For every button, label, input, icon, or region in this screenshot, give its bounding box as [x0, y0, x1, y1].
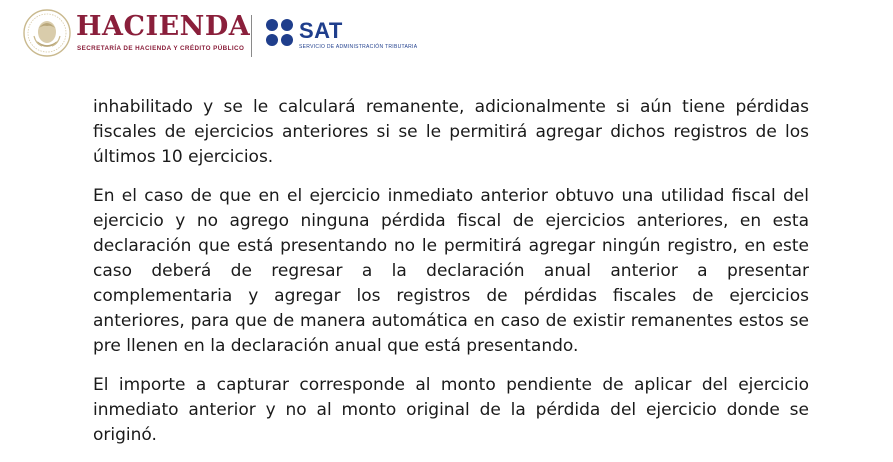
- paragraph: En el caso de que en el ejercicio inmediato anterior obtuvo una utilidad fiscal del ejercicio y no agrego ninguna pérdida fiscal de ejercicios anteriores, en esta declaración que está presentando no le permitirá agregar ningún registro, en este caso deberá de regresar a la declaración anual anterior a presentar complementaria y agregar los registros de pérdidas fiscales de ejercicios anteriores, para que de manera automática en caso de existir remanentes estos se pre llenen en la declaración anual que está presentando.: [93, 186, 809, 356]
- mexico-coat-of-arms-icon: [22, 8, 72, 58]
- paragraph: inhabilitado y se le calculará remanente, adicionalmente si aún tiene pérdidas fiscales de ejercicios anteriores si se le permitirá agregar dichos registros de los últimos 10 ejercicios.: [93, 97, 809, 167]
- sat-title: SAT: [299, 18, 343, 43]
- header-divider: [251, 15, 252, 57]
- hacienda-title: HACIENDA: [76, 11, 251, 42]
- document-body: [93, 95, 809, 462]
- hacienda-subtitle: SECRETARÍA DE HACIENDA Y CRÉDITO PÚBLICO: [77, 45, 245, 52]
- sat-logo-icon: [265, 18, 295, 48]
- paragraph: El importe a capturar corresponde al monto pendiente de aplicar del ejercicio inmediato anterior y no al monto original de la pérdida del ejercicio donde se originó.: [93, 375, 809, 445]
- sat-subtitle: SERVICIO DE ADMINISTRACIÓN TRIBUTARIA: [299, 44, 418, 50]
- document-header: [22, 6, 442, 62]
